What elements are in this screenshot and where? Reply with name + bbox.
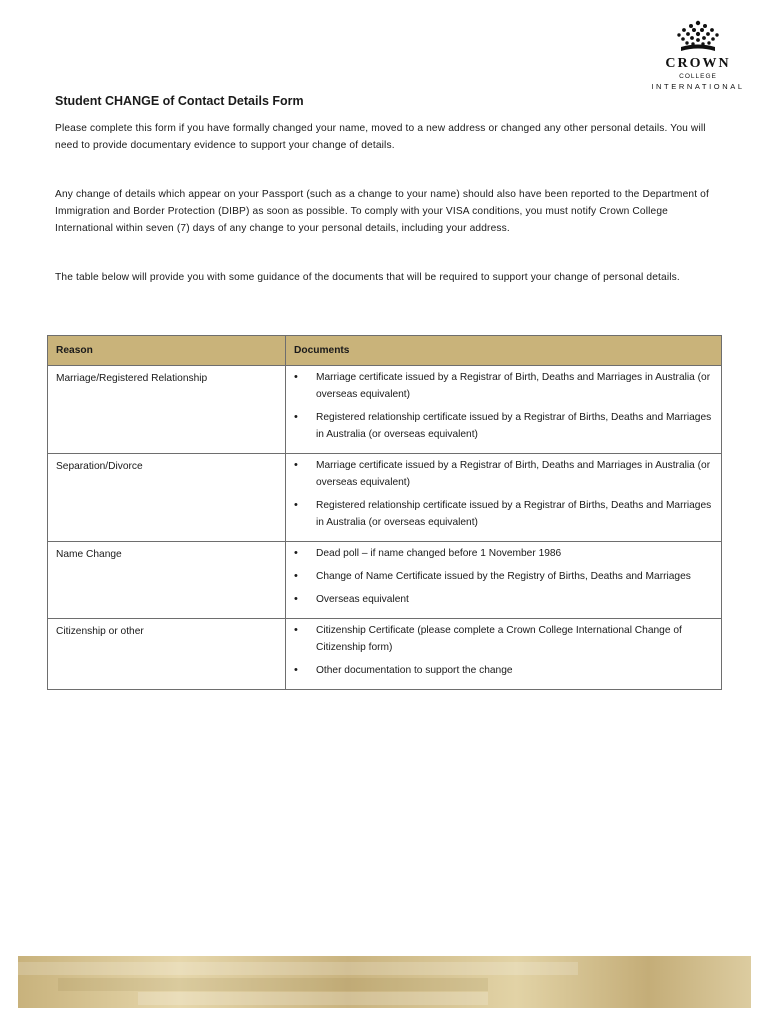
table-intro-paragraph: The table below will provide you with some guidance of the documents that will be required to support your change of personal details. bbox=[55, 272, 680, 283]
documents-cell bbox=[286, 542, 722, 619]
list-item: • Registered relationship certificate issued by a Registrar of Births, Deaths and Marriages in Australia (or overseas equivalent) bbox=[294, 497, 713, 531]
list-item: • Change of Name Certificate issued by the Registry of Births, Deaths and Marriages bbox=[294, 568, 713, 585]
passport-paragraph: Any change of details which appear on your Passport (such as a change to your name) should also have been reported to the Department of Immigration and Border Protection (DIBP) as soon as possible. To comply with your VISA conditions, you must notify Crown College International within seven (7) days of any change to your personal details, including your address. bbox=[55, 189, 709, 234]
crown-icon bbox=[675, 20, 721, 54]
list-item: • Dead poll – if name changed before 1 November 1986 bbox=[294, 545, 713, 562]
table-row bbox=[48, 619, 722, 690]
logo-subtitle-college: COLLEGE bbox=[679, 73, 717, 80]
table-row bbox=[48, 542, 722, 619]
logo-subtitle-international: INTERNATIONAL bbox=[651, 82, 745, 91]
form-title: Student CHANGE of Contact Details Form bbox=[55, 94, 304, 108]
documents-list bbox=[294, 457, 713, 531]
list-item: • Overseas equivalent bbox=[294, 591, 713, 608]
logo-wordmark: CROWN bbox=[665, 56, 731, 71]
footer-stripe bbox=[138, 992, 488, 1005]
documents-list bbox=[294, 369, 713, 443]
documents-cell bbox=[286, 619, 722, 690]
list-item: • Other documentation to support the change bbox=[294, 662, 713, 679]
documents-list bbox=[294, 622, 713, 679]
intro-paragraph: Please complete this form if you have formally changed your name, moved to a new address or changed any other personal details. You will need to provide documentary evidence to support your change of details. bbox=[55, 123, 706, 151]
documents-cell bbox=[286, 454, 722, 542]
crown-college-logo bbox=[648, 20, 748, 91]
table-header-row bbox=[48, 336, 722, 366]
footer-stripe bbox=[18, 962, 578, 975]
list-item: • Marriage certificate issued by a Registrar of Birth, Deaths and Marriages in Australia (or overseas equivalent) bbox=[294, 369, 713, 403]
list-item: • Registered relationship certificate issued by a Registrar of Births, Deaths and Marriages in Australia (or overseas equivalent) bbox=[294, 409, 713, 443]
reason-cell: Citizenship or other bbox=[48, 619, 286, 690]
list-item: • Marriage certificate issued by a Registrar of Birth, Deaths and Marriages in Australia (or overseas equivalent) bbox=[294, 457, 713, 491]
header-documents: Documents bbox=[286, 336, 722, 366]
footer-stripe bbox=[58, 978, 488, 991]
documents-cell bbox=[286, 366, 722, 454]
reason-cell: Separation/Divorce bbox=[48, 454, 286, 542]
documents-table bbox=[47, 335, 722, 690]
table-row bbox=[48, 454, 722, 542]
list-item: • Citizenship Certificate (please complete a Crown College International Change of Citizenship form) bbox=[294, 622, 713, 656]
footer-gold-band bbox=[18, 956, 751, 1008]
reason-cell: Marriage/Registered Relationship bbox=[48, 366, 286, 454]
table-row bbox=[48, 366, 722, 454]
header-reason: Reason bbox=[48, 336, 286, 366]
reason-cell: Name Change bbox=[48, 542, 286, 619]
documents-list bbox=[294, 545, 713, 608]
